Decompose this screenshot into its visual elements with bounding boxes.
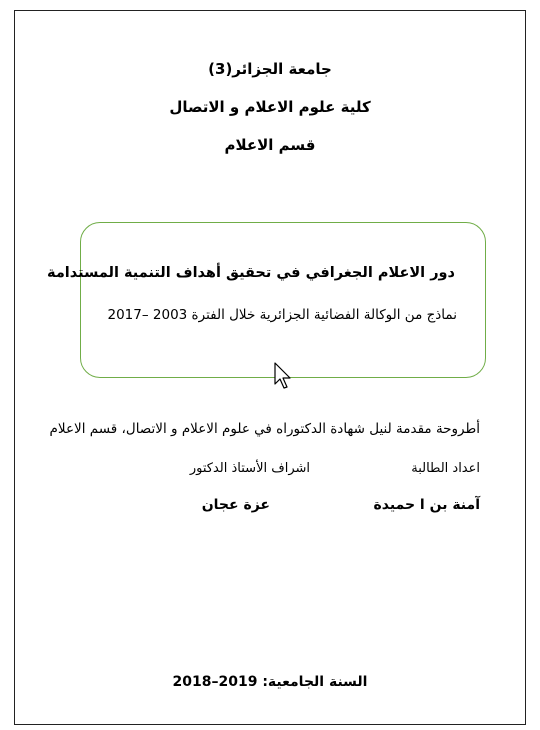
academic-year-label: السنة الجامعية: xyxy=(262,674,368,690)
supervisor-label: اشراف الأستاذ الدكتور xyxy=(189,461,310,476)
thesis-statement: أطروحة مقدمة لنيل شهادة الدكتوراه في علوم الاعلام و الاتصال، قسم الاعلام xyxy=(49,421,480,437)
thesis-title: دور الاعلام الجغرافي في تحقيق أهداف التنمية المستدامة xyxy=(47,265,455,281)
faculty-name: كلية علوم الاعلام و الاتصال xyxy=(169,98,371,116)
mouse-pointer-icon xyxy=(274,362,294,394)
supervisor-name: عزة عجان xyxy=(201,497,270,513)
academic-year-value: 2018–2019 xyxy=(172,674,258,690)
thesis-title-box xyxy=(47,222,486,378)
department-name: قسم الاعلام xyxy=(224,136,316,154)
academic-year xyxy=(0,674,540,690)
thesis-subtitle: نماذج من الوكالة الفضائية الجزائرية خلال الفترة 2003 –2017 xyxy=(107,307,457,323)
student-name: آمنة بن ا حميدة xyxy=(373,497,480,513)
university-name: جامعة الجزائر(3) xyxy=(208,60,332,78)
prepared-by-label: اعداد الطالبة xyxy=(411,461,480,476)
